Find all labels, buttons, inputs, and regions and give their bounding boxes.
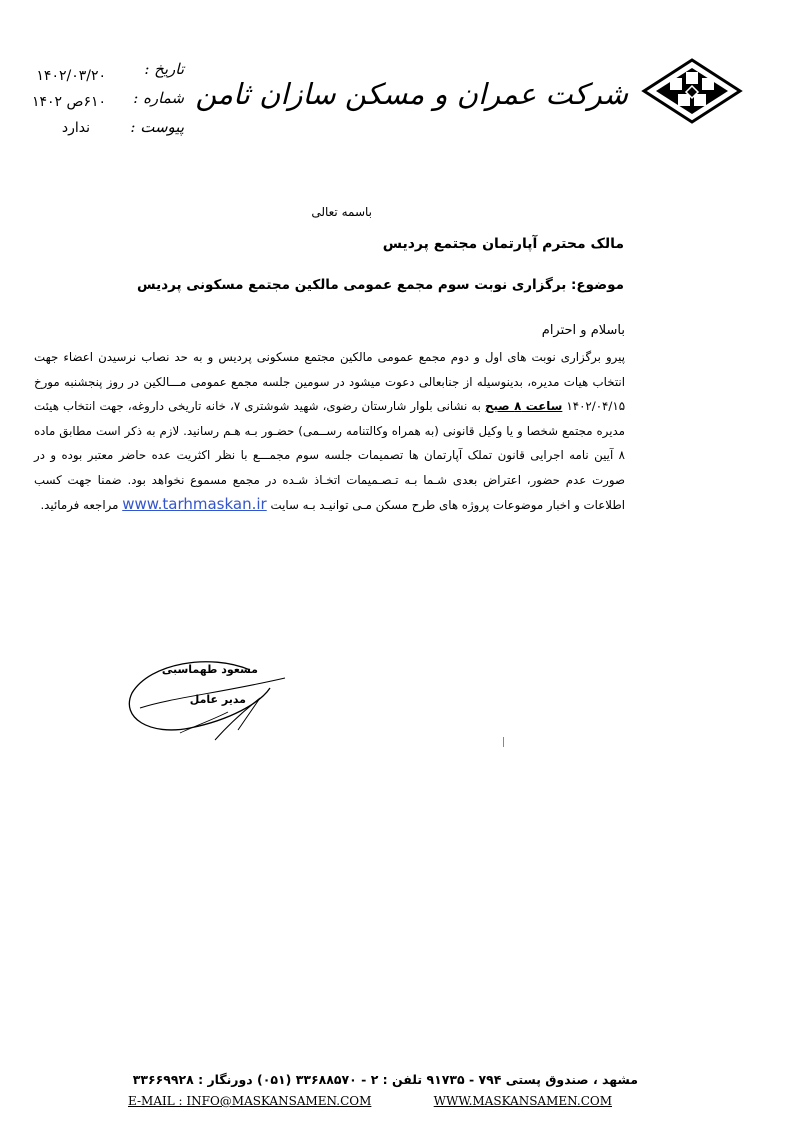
meta-values (6, 68, 106, 146)
bismillah: باسمه تعالی (311, 205, 372, 219)
body-part-1: پیرو برگزاری نوبت های اول و دوم مجمع عمومی مالکین مجتمع مسکونی پردیس و به حد نصاب نرسیدن اعضاء جهت انتخاب هیات مدیره، بدینوسیله از جنابعالی دعوت میشود در سومین جلسه مجمع عمومی مـــالکین در روز پنجشنبه مورخ ۱۴۰۲/۰۴/۱۵ (34, 350, 626, 413)
letter-body (34, 345, 625, 518)
attachment-value: ندارد (61, 120, 90, 136)
signer-title: مدیر عامل (189, 693, 246, 706)
page-mark (503, 737, 504, 747)
number-label: شماره : (133, 89, 184, 107)
subject-line: موضوع: برگزاری نوبت سوم مجمع عمومی مالکین مجتمع مسکونی پردیس (137, 277, 624, 293)
company-logo (640, 58, 744, 124)
body-part-2: به نشانی بلوار شارستان رضوی، شهید شوشتری ۷، خانه تاریخی داروغه، جهت انتخاب هیئت مدیره مجتمع شخصا و یا وکیل قانونی (به همراه وکالتنامه رســمی) حضـور بـه هـم رسانید. لازم به ذکر است مطابق ماده ۸ آیین نامه اجرایی قانون تملک آپارتمان ها تصمیمات جلسه سوم مجمـــع با نظر اکثریت عده حاضر معتبر بوده و در صورت عدم حضور، اعتراض بعدی شـما بـه تـصـمیمات اتخـاذ شـده در مجمع مسموع نخواهد بود. ضمنا جهت کسب اطلاعات و اخبار موضوعات پروژه های طرح مسکن مـی توانیـد بـه سایت (34, 399, 625, 512)
meeting-time: ساعت ۸ صبح (484, 399, 563, 413)
signer-name: مسعود طهماسبی (161, 663, 258, 676)
footer-website: WWW.MASKANSAMEN.COM (433, 1094, 612, 1108)
company-name: شرکت عمران و مسکن سازان ثامن (195, 77, 628, 111)
greeting: باسلام و احترام (541, 323, 625, 338)
body-end: مراجعه فرمائید. (40, 498, 119, 512)
date-label: تاریخ : (144, 60, 184, 78)
meta-labels (130, 60, 184, 147)
website-link[interactable]: www.tarhmaskan.ir (122, 495, 267, 513)
number-value: ۶۱۰ص ۱۴۰۲ (31, 94, 106, 110)
recipient: مالک محترم آپارتمان مجتمع پردیس (382, 236, 624, 252)
footer-email: E-MAIL : INFO@MASKANSAMEN.COM (128, 1094, 372, 1108)
footer-address: مشهد ، صندوق پستی ۷۹۴ - ۹۱۷۳۵ تلفن : ۲ - ۳۳۶۸۸۵۷۰ (۰۵۱) دورنگار : ۳۳۶۶۹۹۲۸ (132, 1072, 638, 1087)
attachment-label: پیوست : (130, 118, 184, 136)
date-value: ۱۴۰۲/۰۳/۲۰ (36, 68, 106, 84)
